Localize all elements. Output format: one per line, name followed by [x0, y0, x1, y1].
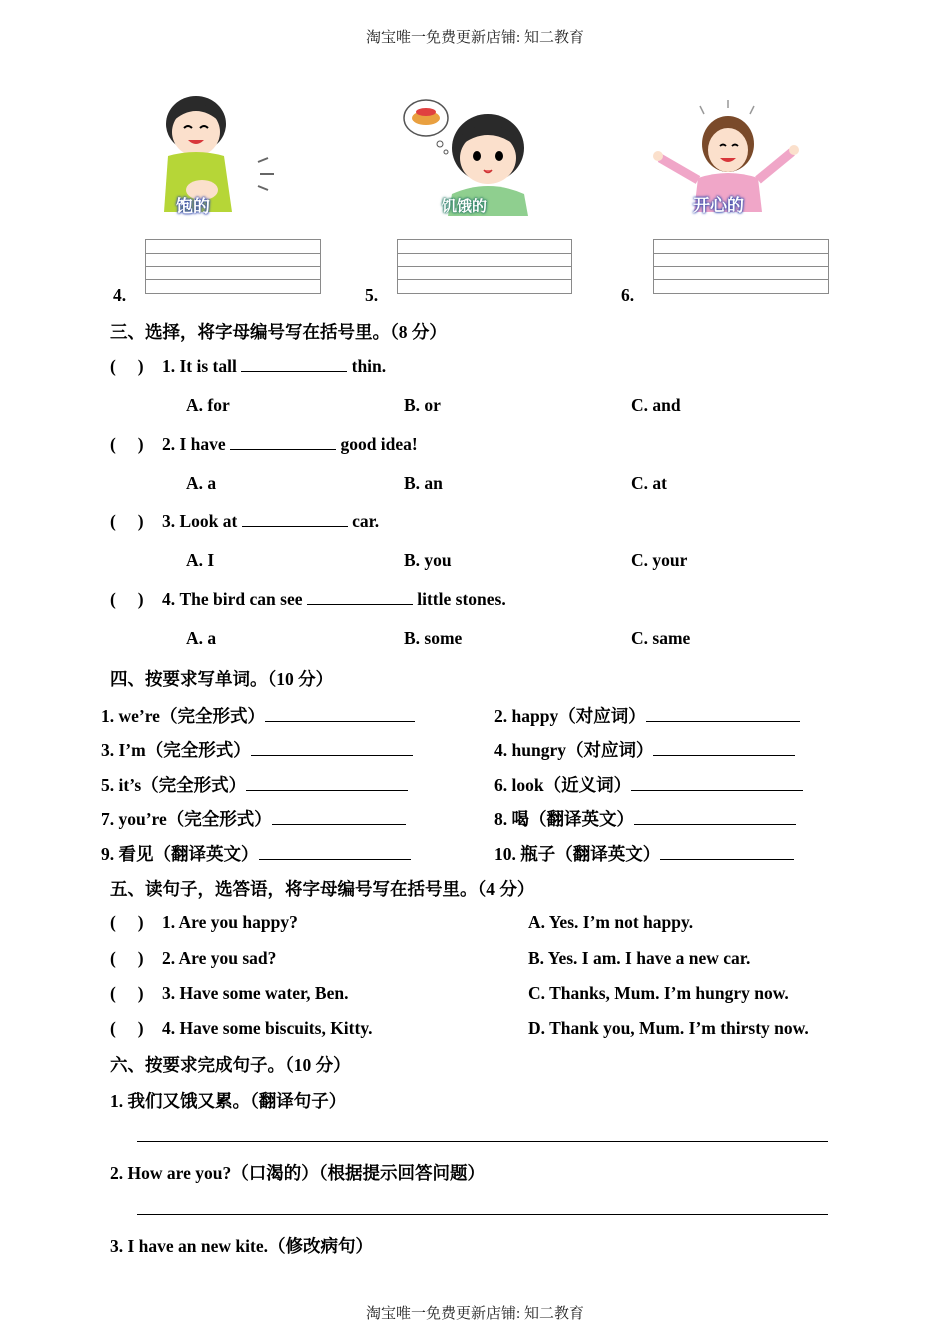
word-item: 5. it’s（完全形式）: [101, 772, 408, 797]
option: A. a: [186, 473, 217, 493]
picture-caption: 饥饿的: [442, 197, 488, 215]
option: C. and: [631, 395, 681, 415]
word-item: 9. 看见（翻译英文）: [101, 841, 411, 866]
answer-blank[interactable]: [241, 357, 347, 372]
option: B. an: [404, 473, 443, 493]
picture-caption: 开心的: [693, 196, 744, 216]
match-answer: A. Yes. I’m not happy.: [528, 912, 694, 932]
picture-caption: 饱的: [176, 197, 210, 217]
question: ( ) 1. It is tall thin.: [110, 356, 387, 376]
word-item: 6. look（近义词）: [494, 772, 803, 797]
match-question: ( ) 1. Are you happy?: [110, 912, 298, 932]
picture-number: 4.: [113, 285, 127, 305]
section-title: 三、选择，将字母编号写在括号里。（8 分）: [110, 322, 447, 342]
writing-box[interactable]: [653, 239, 829, 294]
question-number: 2.: [162, 434, 176, 454]
option: C. at: [631, 473, 667, 493]
answer-line[interactable]: [137, 1214, 828, 1215]
match-question: ( ) 3. Have some water, Ben.: [110, 983, 349, 1003]
match-answer: D. Thank you, Mum. I’m thirsty now.: [528, 1018, 809, 1038]
question-number: 1.: [162, 356, 176, 376]
question: ( ) 3. Look at car.: [110, 511, 380, 531]
option: A. a: [186, 628, 217, 648]
word-item: 8. 喝（翻译英文）: [494, 806, 796, 831]
picture-full: [150, 92, 280, 220]
answer-blank[interactable]: [631, 776, 803, 791]
answer-blank[interactable]: [646, 707, 800, 722]
answer-line[interactable]: [137, 1141, 828, 1142]
answer-blank[interactable]: [265, 707, 415, 722]
option: B. or: [404, 395, 441, 415]
match-question: ( ) 4. Have some biscuits, Kitty.: [110, 1018, 373, 1038]
option: B. some: [404, 628, 463, 648]
word-item: 10. 瓶子（翻译英文）: [494, 841, 794, 866]
question: ( ) 4. The bird can see little stones.: [110, 589, 506, 609]
answer-blank[interactable]: [272, 810, 406, 825]
word-item: 7. you’re（完全形式）: [101, 806, 406, 831]
word-item: 4. hungry（对应词）: [494, 737, 795, 762]
word-item: 2. happy（对应词）: [494, 703, 800, 728]
section-title: 六、按要求完成句子。（10 分）: [110, 1055, 351, 1075]
question: ( ) 2. I have good idea!: [110, 434, 418, 454]
option: B. you: [404, 550, 452, 570]
page-footer: 淘宝唯一免费更新店铺: 知二教育: [366, 1306, 584, 1322]
section-title: 四、按要求写单词。（10 分）: [110, 669, 334, 689]
picture-number: 6.: [621, 285, 635, 305]
picture-number: 5.: [365, 285, 379, 305]
answer-blank[interactable]: [307, 590, 413, 605]
match-question: ( ) 2. Are you sad?: [110, 948, 277, 968]
answer-blank[interactable]: [653, 741, 795, 756]
writing-box[interactable]: [397, 239, 572, 294]
answer-blank[interactable]: [246, 776, 408, 791]
word-item: 3. I’m（完全形式）: [101, 737, 413, 762]
option: C. same: [631, 628, 691, 648]
answer-blank[interactable]: [242, 512, 348, 527]
option: A. I: [186, 550, 215, 570]
option: A. for: [186, 395, 230, 415]
answer-blank[interactable]: [634, 810, 796, 825]
answer-blank[interactable]: [259, 845, 411, 860]
word-item: 1. we’re（完全形式）: [101, 703, 415, 728]
option: C. your: [631, 550, 688, 570]
match-answer: C. Thanks, Mum. I’m hungry now.: [528, 983, 789, 1003]
question-number: 3.: [162, 511, 176, 531]
sentence-item: 2. How are you?（口渴的）（根据提示回答问题）: [110, 1163, 485, 1183]
match-answer: B. Yes. I am. I have a new car.: [528, 948, 751, 968]
question-number: 4.: [162, 589, 176, 609]
page-header: 淘宝唯一免费更新店铺: 知二教育: [366, 30, 584, 46]
sentence-item: 1. 我们又饿又累。（翻译句子）: [110, 1091, 347, 1111]
sentence-item: 3. I have an new kite.（修改病句）: [110, 1236, 373, 1256]
section-title: 五、读句子，选答语，将字母编号写在括号里。（4 分）: [110, 879, 535, 899]
answer-blank[interactable]: [251, 741, 413, 756]
writing-box[interactable]: [145, 239, 321, 294]
answer-blank[interactable]: [230, 435, 336, 450]
answer-blank[interactable]: [660, 845, 794, 860]
